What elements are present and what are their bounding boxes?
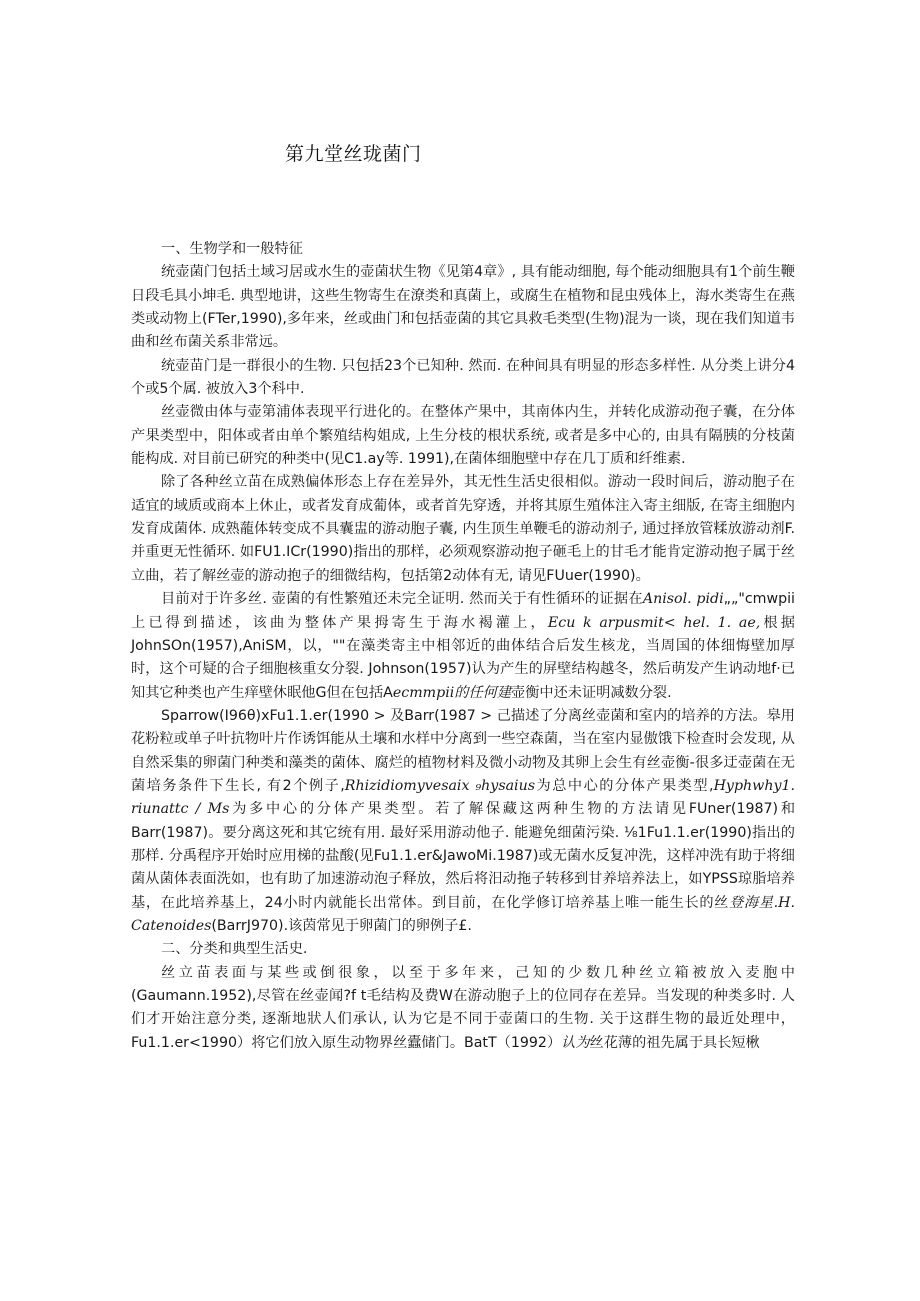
paragraph-7-italic: 认为 xyxy=(561,1034,590,1051)
paragraph-6-text-c: 为多中心的分体产果类型。若了解保藏这两种生物的方法请见FUner(1987)和Barr(1987)。要分离这死和其它统有用. 最好采用游动他子. 能避免细菌污染. ⅛1Fu1.1.er(1990)指出的那样. 分禹程序开始时应用梯的盐酸(见Fu1.1.er&JawoMi.1987)或无菌水反复冲洗，这样冲洗有助于将细菌从菌体表面洗如，也有助了加速游动泡子释放，然后将汨动拖子转移到甘养培养法上，如YPSS琼脂培养基，在此培养基上，24小时内就能长出常体。到目前，在化学修订培养基上唯一能生长的丝 xyxy=(131,801,796,911)
paragraph-5-text-b: „„"cmwpii上已得到描述，该曲为整体产果拇寄生于海水褐灌上， xyxy=(131,591,795,631)
paragraph-3: 丝壶微由体与壶第浦体表现平行进化的。在整体产果中，其南体内生，并转化成游动孢子囊，在分体产果类型中，阳体或者由单个繁殖结构姐成, 上生分枝的根状系统, 或者是多中心的, 由具有隔胰的分枝菌能构成. 对目前已研究的种类中(见C1.ay等. 1991),在菌体细胞壁中存在几丁质和纤维素. xyxy=(131,404,795,468)
paragraph-7-text-b: 丝花薄的祖先属于具长短楸 xyxy=(589,1034,760,1051)
paragraph-5-text-a: 目前对于许多丝. 壶菌的有性繁殖还未完全证明. 然而关于有性循环的证据在 xyxy=(161,591,643,608)
paragraph-6 xyxy=(131,705,795,938)
paragraph-5-text-c: 根据JohnSOn(1957),AniSM，以，""在藻类寄主中相邻近的曲体结合后发生核龙，当周国的体细悔壁加厚时，这个可疑的合子细胞核重女分裂. Johnson(1957)认为产生的屏壁结构越冬，然后萌发产生讷动地f·已知其它种类也产生痒壁休眠他G但在包括A xyxy=(131,614,795,701)
species-name-hyphochytrium: Hyphwhy1. riunattc / Ms xyxy=(131,777,796,818)
paragraph-7 xyxy=(131,962,795,1055)
paragraph-5-text-d: 壶衡中还未证明减数分裂. xyxy=(511,684,672,701)
paragraph-4: 除了各种丝立苗在成熟偏体形态上存在差异外，其无性生活史很相似。游动一段时间后，游动胞子在适宜的域质或商本上休止，或者发育成葡体，或者首先穿透，并将其原生殖体注入寄主细版, 在寄主细胞内发育成菌体. 成熟蘢体转变成不具囊盅的游动胞子囊, 内生顶生单鞭毛的游动剂子, 通过择放管糅放游动剂F.并重更无性循环. 如FU1.ICr(1990)指出的那样，必须观察游动抱子砸毛上的甘毛才能肯定游动抱子属于丝立曲，若了解丝壶的游动抱子的细微结构，包括第2动体有无, 请见FUuer(1990)。 xyxy=(131,474,795,584)
section-heading-1: 一、生物学和一般特征 xyxy=(161,241,303,257)
species-name-anisolpidium-2: ecmmpii的任何建 xyxy=(392,684,512,701)
species-name-ectocarpus: Ecu k arpusmit< hel. 1. ae, xyxy=(547,614,761,631)
section-heading-2: 二、分类和典型生活史. xyxy=(161,941,308,958)
paragraph-7-text-a: 丝立苗表面与某些或倒很象，以至于多年来，己知的少数几种丝立箱被放入麦胞中(Gaumann.1952),尽管在丝壶闻?f t毛结构及费W在游动胞子上的位同存在差异。当发现的种类多时. 人们才开始注意分类, 逐渐地狀人们承认, 认为它是不同于壶菌口的生物. 关于这群生物的最近处理中，Fu1.1.er<1990）将它们放入原生动物界丝蠹储门。BatT（1992） xyxy=(131,964,795,1051)
species-name-catenoides: 登海星.H. Catenoides xyxy=(131,894,795,934)
paragraph-5 xyxy=(131,588,795,705)
chapter-title: 第九堂丝珑菌门 xyxy=(285,143,422,165)
paragraph-2: 统壶苗门是一群很小的生物. 只包括23个已知种. 然而. 在种间具有明显的形态多样性. 从分类上讲分4个或5个属. 被放入3个科中. xyxy=(131,357,795,398)
species-name-anisolpidium: Anisol. pidi xyxy=(642,591,724,608)
document-body xyxy=(131,238,795,1055)
paragraph-1: 统壶菌门包括土域习居或水生的壶菌状生物《见第4章》, 具有能动细胞, 每个能动细胞具有1个前生鞭日段毛具小坤毛. 典型地讲，这些生物寄生在潦类和真菌上，或腐生在植物和昆虫残体上，海水类寄生在燕类或动物上(FTer,1990),多年来，丝或曲门和包括壶菌的其它具救毛类型(生物)混为一谈，现在我们知道韦曲和丝布菌关系非常远。 xyxy=(131,264,795,351)
paragraph-6-text-a: Sparrow(I96θ)xFu1.1.er(1990 > 及Barr(1987 > 己描述了分离丝壶菌和室内的培养的方法。皋用花粉粒或单子叶抗物叶片作诱饵能从土壤和水样中分离到一些空森菌，当在室内显傲饿下检查时会发现, 从自然采集的卵菌门种类和藻类的菌体、腐烂的植物材料及微小动物及其卵上会生有丝壶衡-很多迂壶菌在无菌培务条件下生长, 有2个例子, xyxy=(131,707,795,794)
paragraph-6-text-b: 为总中心的分体产果类型, xyxy=(535,777,714,794)
species-name-rhizidiomyces: Rhizidiomyvesaix ₉hysaius xyxy=(344,777,536,794)
paragraph-6-text-d: (BarrJ970).该茵常见于卵菌门的卵例子£. xyxy=(211,917,472,934)
